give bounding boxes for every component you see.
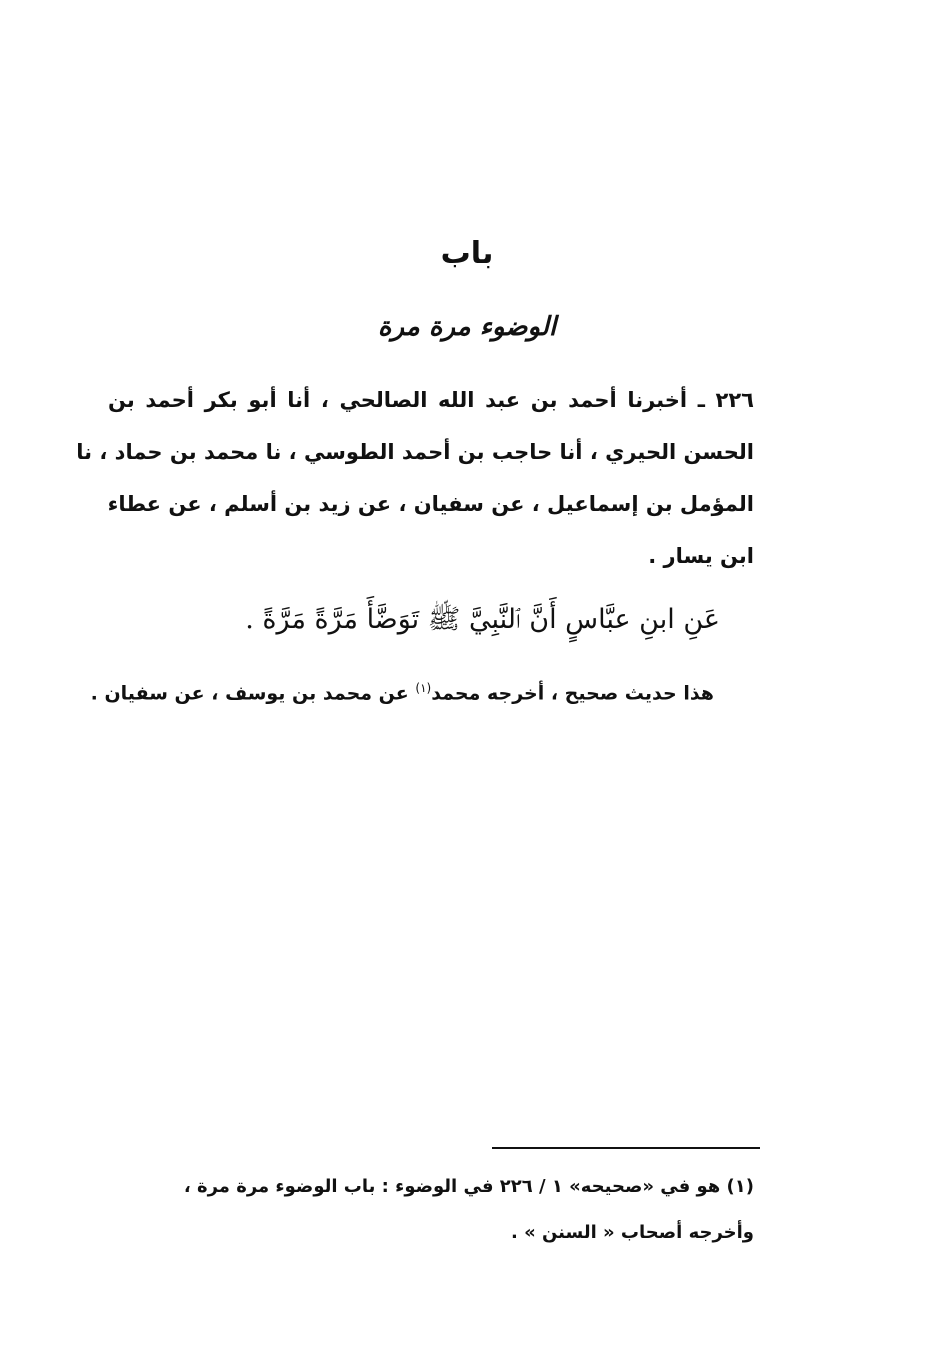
isnad-line: المؤمل بن إسماعيل ، عن سفيان ، عن زيد بن أسلم ، عن عطاء <box>107 492 754 516</box>
footnote-line: (١) هو في «صحيحه» ١ / ٢٢٦ في الوضوء : باب الوضوء مرة مرة ، <box>183 1176 754 1197</box>
chapter-title: الوضوء مرة مرة <box>377 312 557 342</box>
footnote-divider <box>492 1147 760 1149</box>
footnote-line: وأخرجه أصحاب « السنن » . <box>510 1222 754 1243</box>
footnotes <box>150 1164 754 1256</box>
isnad-line: الحسن الحيري ، أنا حاجب بن أحمد الطوسي ، نا محمد بن حماد ، نا <box>76 440 754 464</box>
hadith-matn: عَنِ ابنِ عبَّاسٍ أَنَّ ٱلنَّبِيَّ ﷺ تَوَضَّأَ مَرَّةً مَرَّةً . <box>245 604 720 635</box>
grading-text: هذا حديث صحيح ، أخرجه محمد <box>431 682 714 705</box>
isnad-line: ابن يسار . <box>648 544 754 568</box>
hadith-grading <box>90 668 714 713</box>
isnad-line: ٢٢٦ ـ أخبرنا أحمد بن عبد الله الصالحي ، أنا أبو بكر أحمد بن <box>108 388 754 412</box>
chapter-label: باب <box>440 236 494 271</box>
hadith-isnad <box>76 374 754 582</box>
footnote-reference: (١) <box>415 681 432 695</box>
grading-text: عن محمد بن يوسف ، عن سفيان . <box>90 682 416 705</box>
